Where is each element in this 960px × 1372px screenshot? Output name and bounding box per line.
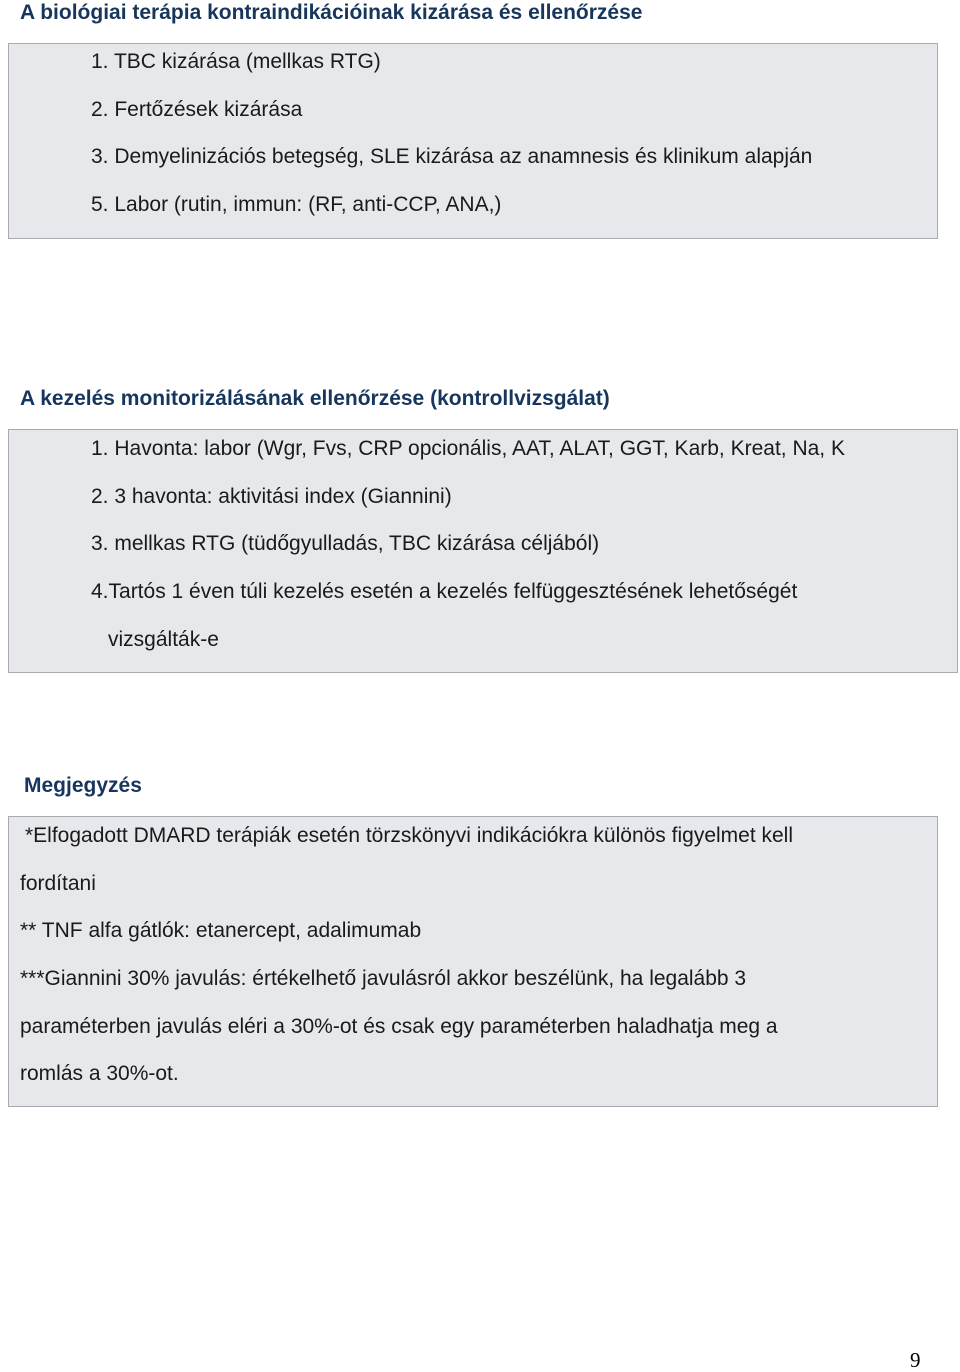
note-line: fordítani bbox=[20, 872, 96, 895]
section-heading-notes: Megjegyzés bbox=[24, 774, 142, 797]
page-number: 9 bbox=[910, 1348, 921, 1372]
monitoring-box bbox=[8, 429, 958, 673]
section-heading-contraindications: A biológiai terápia kontraindikációinak kizárása és ellenőrzése bbox=[20, 1, 643, 24]
notes-box bbox=[8, 816, 938, 1107]
list-item: 3. Demyelinizációs betegség, SLE kizárása az anamnesis és klinikum alapján bbox=[91, 145, 813, 168]
list-item: 3. mellkas RTG (tüdőgyulladás, TBC kizárása céljából) bbox=[91, 532, 600, 555]
list-item: 5. Labor (rutin, immun: (RF, anti-CCP, ANA,) bbox=[91, 193, 502, 216]
list-item: 2. Fertőzések kizárása bbox=[91, 98, 303, 121]
list-item: 1. TBC kizárása (mellkas RTG) bbox=[91, 50, 381, 73]
note-line: ***Giannini 30% javulás: értékelhető javulásról akkor beszélünk, ha legalább 3 bbox=[20, 967, 747, 990]
list-item: vizsgálták-e bbox=[108, 628, 219, 651]
section-heading-monitoring: A kezelés monitorizálásának ellenőrzése (kontrollvizsgálat) bbox=[20, 387, 610, 410]
note-line: *Elfogadott DMARD terápiák esetén törzskönyvi indikációkra különös figyelmet kell bbox=[25, 824, 794, 847]
list-item: 2. 3 havonta: aktivitási index (Giannini) bbox=[91, 485, 452, 508]
note-line: romlás a 30%-ot. bbox=[20, 1062, 179, 1085]
note-line: ** TNF alfa gátlók: etanercept, adalimumab bbox=[20, 919, 422, 942]
contraindications-box bbox=[8, 43, 938, 239]
list-item: 4.Tartós 1 éven túli kezelés esetén a kezelés felfüggesztésének lehetőségét bbox=[91, 580, 798, 603]
list-item: 1. Havonta: labor (Wgr, Fvs, CRP opcionális, AAT, ALAT, GGT, Karb, Kreat, Na, K bbox=[91, 437, 845, 460]
note-line: paraméterben javulás eléri a 30%-ot és csak egy paraméterben haladhatja meg a bbox=[20, 1015, 778, 1038]
